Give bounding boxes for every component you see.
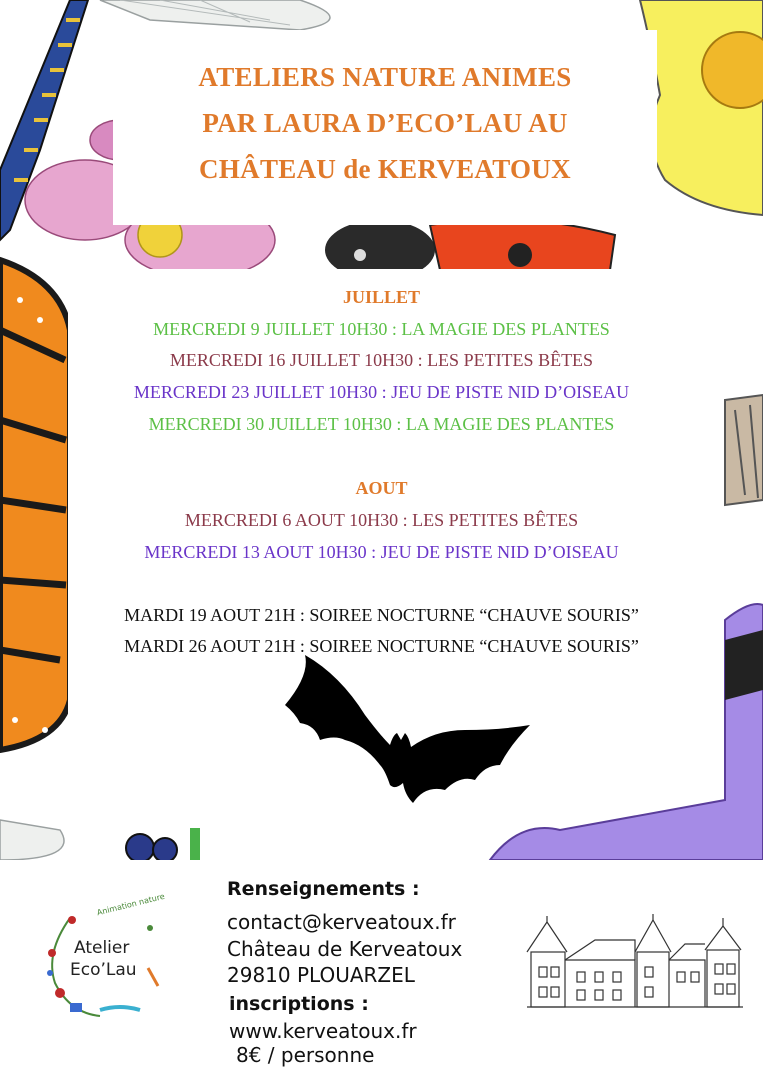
logo-line-1: Atelier [74, 938, 130, 958]
dragonfly-wing-icon [100, 0, 330, 30]
contact-postal: 29810 PLOUARZEL [227, 963, 415, 987]
event-aout-13: MERCREDI 13 AOUT 10H30 : JEU DE PISTE NID D’OISEAU [144, 542, 619, 562]
event-juillet-16: MERCREDI 16 JUILLET 10H30 : LES PETITES BÊTES [169, 350, 594, 370]
logo-tagline: Animation nature [95, 891, 166, 918]
title-card [113, 30, 657, 225]
contact-email[interactable]: contact@kerveatoux.fr [227, 910, 456, 934]
logo-line-2: Eco’Lau [70, 960, 137, 980]
event-juillet-23: MERCREDI 23 JUILLET 10H30 : JEU DE PISTE NID D’OISEAU [133, 382, 630, 402]
castle-sketch-icon [525, 912, 747, 1010]
title-line-3: CHÂTEAU de KERVEATOUX [199, 154, 571, 184]
title-line-1: ATELIERS NATURE ANIMES [198, 62, 572, 92]
month-heading-juillet: JUILLET [342, 287, 421, 307]
blueberry-plant-icon [126, 828, 200, 860]
dragonfly-lower-wing-icon [0, 820, 64, 860]
price-text: 8€ / personne [236, 1043, 375, 1067]
atelier-ecolau-logo [40, 891, 166, 1023]
contact-place: Château de Kerveatoux [227, 937, 463, 961]
bat-icon [285, 655, 535, 820]
website-link[interactable]: www.kerveatoux.fr [229, 1019, 417, 1043]
event-aout-6: MERCREDI 6 AOUT 10H30 : LES PETITES BÊTES [184, 510, 579, 530]
daffodil-icon [640, 0, 763, 215]
event-nocturne-19: MARDI 19 AOUT 21H : SOIREE NOCTURNE “CHAUVE SOURIS” [124, 605, 639, 625]
event-nocturne-26: MARDI 26 AOUT 21H : SOIREE NOCTURNE “CHAUVE SOURIS” [124, 636, 639, 656]
event-juillet-30: MERCREDI 30 JUILLET 10H30 : LA MAGIE DES PLANTES [148, 414, 615, 434]
title-line-2: PAR LAURA D’ECO’LAU AU [202, 108, 568, 138]
inscriptions-heading: inscriptions : [229, 993, 369, 1015]
renseignements-heading: Renseignements : [227, 878, 420, 900]
month-heading-aout: AOUT [355, 478, 408, 498]
event-juillet-9: MERCREDI 9 JUILLET 10H30 : LA MAGIE DES PLANTES [153, 319, 610, 339]
